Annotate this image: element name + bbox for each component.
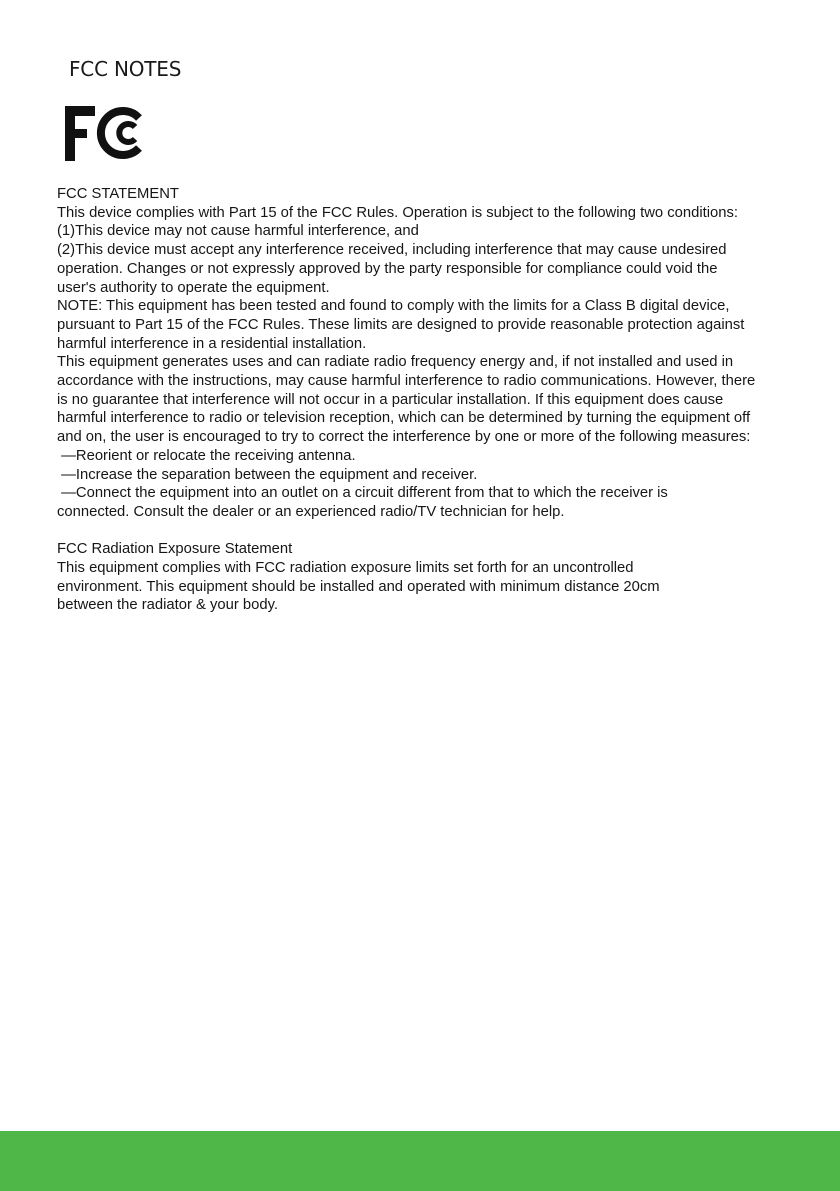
paragraph-line: NOTE: This equipment has been tested and found to comply with the limits for a Class B digital device, xyxy=(57,298,730,315)
paragraph-line: user's authority to operate the equipment. xyxy=(57,279,330,296)
paragraph-line: (2)This device must accept any interference received, including interference that may cause undesired xyxy=(57,242,727,259)
paragraph-line: connected. Consult the dealer or an experienced radio/TV technician for help. xyxy=(57,503,565,520)
paragraph-line: This equipment generates uses and can radiate radio frequency energy and, if not installed and used in xyxy=(57,354,734,371)
paragraph-line: and on, the user is encouraged to try to correct the interference by one or more of the following measures: xyxy=(57,429,751,446)
paragraph-line: This device complies with Part 15 of the FCC Rules. Operation is subject to the following two conditions: xyxy=(57,204,738,221)
page-title: FCC NOTES xyxy=(69,57,182,81)
fcc-logo-icon xyxy=(65,103,147,163)
paragraph-line: operation. Changes or not expressly approved by the party responsible for compliance could void the xyxy=(57,260,718,277)
paragraph-line: pursuant to Part 15 of the FCC Rules. These limits are designed to provide reasonable protection against xyxy=(57,316,745,333)
footer-bar xyxy=(0,1131,840,1191)
radiation-statement-title: FCC Radiation Exposure Statement xyxy=(57,541,293,558)
section-spacer xyxy=(57,522,797,541)
paragraph-line: accordance with the instructions, may cause harmful interference to radio communications. However, there xyxy=(57,373,756,390)
paragraph-line: harmful interference in a residential installation. xyxy=(57,335,367,352)
paragraph-line: environment. This equipment should be installed and operated with minimum distance 20cm xyxy=(57,578,660,595)
measure-item: —Increase the separation between the equipment and receiver. xyxy=(57,466,478,483)
measure-item: —Connect the equipment into an outlet on a circuit different from that to which the receiver is xyxy=(57,485,668,502)
measure-item: —Reorient or relocate the receiving antenna. xyxy=(57,447,356,464)
paragraph-line: (1)This device may not cause harmful interference, and xyxy=(57,223,419,240)
paragraph-line: between the radiator & your body. xyxy=(57,597,278,614)
document-body xyxy=(57,185,797,615)
fcc-statement-title: FCC STATEMENT xyxy=(57,186,179,202)
paragraph-line: harmful interference to radio or television reception, which can be determined by turning the equipment off xyxy=(57,410,751,427)
paragraph-line: This equipment complies with FCC radiation exposure limits set forth for an uncontrolled xyxy=(57,560,634,577)
paragraph-line: is no guarantee that interference will not occur in a particular installation. If this equipment does cause xyxy=(57,391,724,408)
